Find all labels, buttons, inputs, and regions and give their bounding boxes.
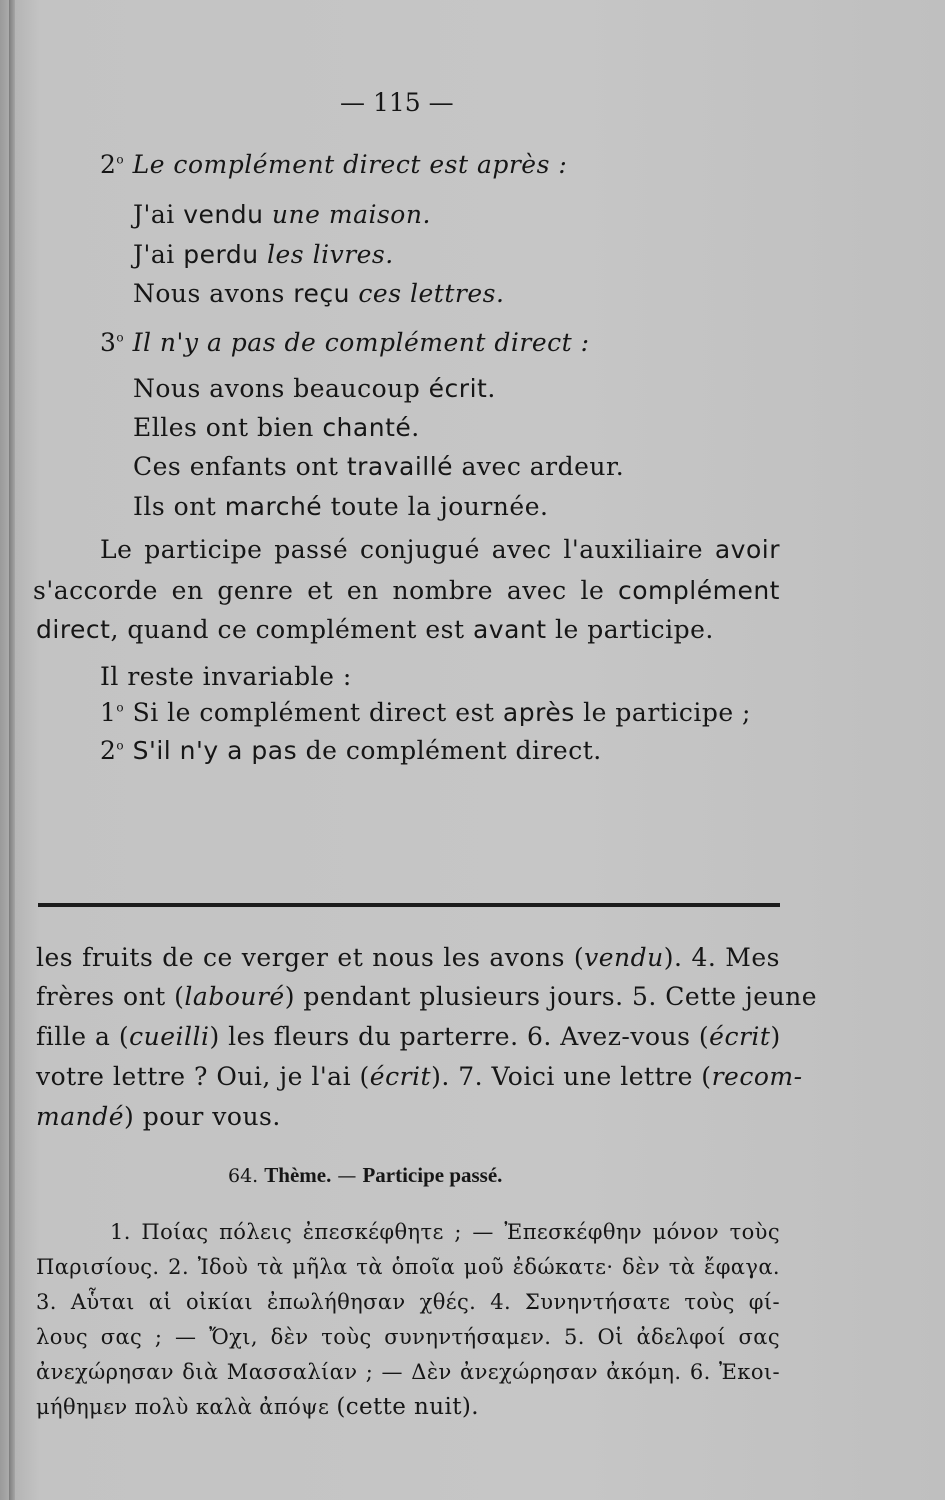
- section2-example-1: J'ai vendu une maison.: [133, 200, 431, 229]
- exercise-line-3: fille a (cueilli) les fleurs du parterre. 6. Avez-vous (écrit): [36, 1022, 781, 1051]
- section3-example-2: Elles ont bien chanté.: [133, 413, 420, 442]
- section2-heading: 2$^o$ Le complément direct est après :: [100, 150, 568, 179]
- page-number: — 115 —: [340, 88, 454, 117]
- exercise-line-5: mandé) pour vous.: [36, 1102, 281, 1131]
- rule-line-6: 2$^o$ S'il n'y a pas de complément direct.: [100, 736, 602, 765]
- greek-line-6: μήθημεν πολὺ καλὰ ἀπόψε (cette nuit).: [36, 1394, 479, 1420]
- rule-line-4: Il reste invariable :: [100, 662, 352, 691]
- greek-line-5: ἀνεχώρησαν διὰ Μασσαλίαν ; — Δὲν ἀνεχώρησαν ἀκόμη. 6. Ἐκοι-: [36, 1360, 780, 1384]
- section3-example-3: Ces enfants ont travaillé avec ardeur.: [133, 452, 625, 481]
- exercise-line-4: votre lettre ? Oui, je l'ai (écrit). 7. Voici une lettre (recom-: [36, 1062, 803, 1091]
- rule-line-5: 1$^o$ Si le complément direct est après le participe ;: [100, 698, 751, 727]
- section2-example-3: Nous avons reçu ces lettres.: [133, 279, 505, 308]
- footnote-separator-rule: [38, 903, 780, 907]
- binding-gutter: [9, 0, 15, 1500]
- section2-example-2: J'ai perdu les livres.: [133, 240, 394, 269]
- greek-line-4: λους σας ; — Ὄχι, δὲν τοὺς συνηντήσαμεν. 5. Οἱ ἀδελφοί σας: [36, 1325, 780, 1349]
- greek-line-2: Παρισίους. 2. Ἰδοὺ τὰ μῆλα τὰ ὁποῖα μοῦ ἐδώκατε· δὲν τὰ ἔφαγα.: [36, 1255, 780, 1279]
- greek-line-3: 3. Αὗται αἱ οἰκίαι ἐπωλήθησαν χθές. 4. Συνηντήσατε τοὺς φί-: [36, 1290, 780, 1314]
- exercise-line-2: frères ont (labouré) pendant plusieurs jours. 5. Cette jeune: [36, 982, 818, 1011]
- rule-line-1: Le participe passé conjugué avec l'auxiliaire avoir: [100, 535, 780, 564]
- exercise-line-1: les fruits de ce verger et nous les avons (vendu). 4. Mes: [36, 943, 780, 972]
- section3-example-1: Nous avons beaucoup écrit.: [133, 374, 496, 403]
- section3-heading: 3$^o$ Il n'y a pas de complément direct :: [100, 328, 590, 357]
- greek-line-1: 1. Ποίας πόλεις ἐπεσκέφθητε ; — Ἐπεσκέφθην μόνον τοὺς: [110, 1220, 780, 1244]
- exercise-64-heading: 64. Thème. — Participe passé.: [228, 1163, 503, 1187]
- rule-line-2: s'accorde en genre et en nombre avec le complément: [33, 576, 780, 605]
- section3-example-4: Ils ont marché toute la journée.: [133, 492, 549, 521]
- rule-line-3: direct, quand ce complément est avant le participe.: [36, 615, 714, 644]
